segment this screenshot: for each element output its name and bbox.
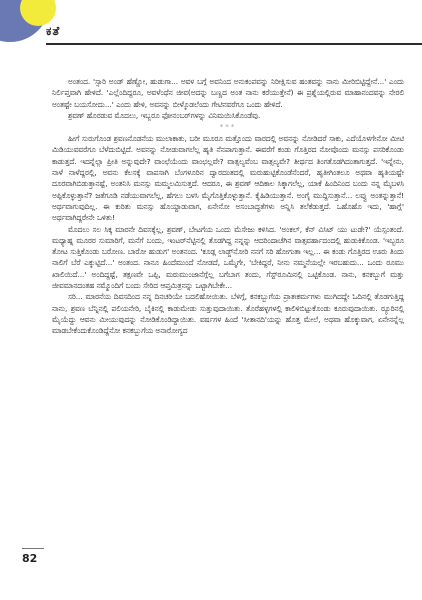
article-body <box>52 76 404 337</box>
header-rule <box>46 43 422 45</box>
paragraph: ಶ್ರವಣ್ ಹೊರಡುವ ಮೊದಲು, ಇಬ್ಬರೂ ಫೋನಂಬರ್‌ಗಳನ್ನು ವಿನಿಮಯಿಸಿಕೊಂಡೆವು. <box>68 110 261 120</box>
page-number: 82 <box>22 552 38 565</box>
paragraph: ಹೀಗೆ ಸುರುಗೊಂಡ ಶ್ರವಣನೊಡನೆಯ ಮುಲಾಕಾತು, ಬರೀ ಮೂರೂ ಮತ್ತೊಂದು ವಾರದಲ್ಲಿ ಅವನನ್ನು ನೋಡಿದರೆ ಸಾಕು, ಎದೆಯೊಳಗೇನೋ ಮೀಟಿ ಮಿಡಿಯುವವರೆಗೂ ಬೆಳೆದುಬಿಟ್ಟಿದೆ. ಅವನನ್ನು ನೋಡುವಾಗಲೆಲ್ಲ ಹೃತಿ ನೆನಪಾಗುತ್ತಾನೆ. ಈವರೆಗೆ ಕಂಡು ಗೊತ್ತಿರದ ನೋವೊಂದು ಮನಸ್ಸು ಪಸರಿಕೊಂಡು ಕಾಡುತ್ತದೆ. ಇದನ್ನೆಲ್ಲಾ ಪ್ರೀತಿ ಅನ್ನುವುದೇ? ವಾಂಛೆಯೆಂದು ವಾಂಛಲ್ಲವೇ? ವಾತ್ಸಲ್ಯವೆಂಬ ವಾತ್ಸಲ್ಯವೇ? ತೀರ್ಥದ ತಿಂಗತೊಡಗಿದಂತಾಗುತ್ತದೆ. 'ಇನ್ನೇನು, ನಾಳೆ ನಾಳೆದ್ದರಲ್ಲಿ, ಅವನು ಕೆಲಸಕ್ಕೆ ವಾಪಸಾಗಿ ಬೆಂಗಳೂರಿನ ದ್ವಾರದಂತದಲ್ಲಿ ಮರುಹುಟ್ಟಿಕೊಂಡೆನೆಂದರೆ, ಹೃತೀಗಿಂತಲೂ ಅಥವಾ ಹೃತಿಯಷ್ಟೇ ದೂರವಾಗಿಬಿಡುತ್ತಾನಷ್ಟೆ, ಅಂತನಿಸಿ ಮನಸ್ಸು ಮಮ್ಮಲಮಿಸುತ್ತದೆ. ಆದರೂ, ಈ ಶ್ರವಣ್ ಆದಿಕಾಲ ಸಿಕ್ಕಾಗಲೆಲ್ಲ, ಯಾಕೆ ಹಿಂದಿನಿಂದ ಬಂದು ನನ್ನ ಮೈಬಳಸಿ ಅಪ್ಪಿಕೊಳ್ಳುತ್ತಾನೆ? ಜತೆಗೂಡಿ ನಡೆಯುವಾಗಲೆಲ್ಲ, ಹೆಗಲು ಬಳಸಿ ಮೈಗೊತ್ತಿಕೊಳ್ಳುತ್ತಾನೆ. ಕೈಹಿಡಿಯುತ್ತಾನೆ. ಅಂಗೈ ಮುದ್ದಿಸುತ್ತಾನೆ... ಲವ್ವು ಅಂತನ್ನುತ್ತಾನೆ! ಅರ್ಥವಾಗುವುದಿಲ್ಲ. ಈ ಕುರಿತು ಮನಸ್ಸು ಹೊಯ್ದಾಡುವಾಗ, ಏನೇನೋ ಅಸಂಬಾದ್ಧತೆಗಳು ಅನ್ನಿಸಿ ತಲೆಕೆಡುತ್ತದೆ. ಒಹೊಹೊ ಇದು, 'ಹಾಗ್ಲೆ' ಅರ್ಥವಾಗಿದ್ದರೇನೇ ಒಳಿತು! <box>52 134 404 223</box>
footer-rule <box>22 548 44 549</box>
paragraph: ಅಂತಂದ. 'ಸ್ಸಾರಿ ಅಂಡ್ ಹೆಣ್ಣೋ, ಹುಡುಗಾ... ಅವಳ ಬಗ್ಗೆ ಅವನಿಂದ ಅನುಕಂಪವನ್ನು ನಿರೀಕ್ಷಿಸುವ ಹಂತವನ್ನು ನಾನು ಮೀರಿಬಿಟ್ಟಿದ್ದೇನೆ...' ಎಂದು ನಿರ್ಲಿಪ್ತವಾಗಿ ಹೇಳಿದೆ. 'ಎಲ್ಲೆಂದಿದ್ದರೂ, ಅವಳೆಂಥೆನ ಜೀವ(ಅದನ್ನು ಬಣ್ಣದ ಅಂತ ನಾನು ಕರೆಯುತ್ತೇನೆ) ಈ ಪ್ರಶ್ನೆಯಲ್ಲಿರುವ ಮಾಹಾನಂದವನ್ನು ನೇರಲಿ ಅಂತಷ್ಟೇ ಬಯಸೋದು...' ಎಂದು ಹೇಳಿ, ಅವನನ್ನು ಬೀಳ್ಕೊಡಲೆಂದು ಗೇಟಿನವರೆಗೂ ಒಂದು ಹೇಳಿದೆ. <box>52 77 404 109</box>
section-separator: *** <box>219 123 237 132</box>
paragraph: ಮೊದಲು ಸಲ ಸಿಕ್ಕ ಮಾರನೇ ದಿವಸಕ್ಕೆಲ್ಲ, ಶ್ರವಣ್, ಬೇಟಗೆಯ ಒಂದು ಮೆಸೇಜು ಕಳಿಸಿದ. 'ಅಂಕಲ್, ಕೆನ್ ವಿಸಿಟ್ ಯು ಟುಡೇ?' ಯೆಸ್ಸಂತಂದೆ. ಮಧ್ಯಾಹ್ನ ಮೂರರ ಸುಮಾರಿಗೆ, ಮನೆಗೆ ಬಂದು, ಇಂಟರ್‌ನೆಟ್ಟಿನಲ್ಲಿ ತೊಡಗಿದ್ದ ನನ್ನನ್ನು ಆದರಿಂದಾಚೆಗಿನ ವಾತ್ಸವರ್ಹಾದಂದಲ್ಲಿ ಹುಡುಕಿಕೊಂಡ. 'ಇಬ್ಬರೂ ತೋಟ ಸುತ್ತಿಕೊಂಡು ಬರೋಣ. ಬಾರೋ ಹುಡುಗ' ಅಂತನಂದ. 'ಕೂಡ್ಲ ಲಾಡ್ಜ್‌ನೋರಿ ನನಗೆ ಸರಿ ಹೋಗುತಾ ಇಲ್ಲ... ಈ ಕಂಡು ಗೊತ್ತಿರದ ಊರು ತಿಂದು ನಾಲಿಗೆ ಬೆರೆ ಎಕ್ಕುಟ್ಟಿದೆ...' ಅಂತಂದ. ನಾನೂ ಹಿಂದೆಮುಂದೆ ನೋಡದೆ, ಒಮ್ಮೆಗೇ, 'ಬೇಕಿದ್ದರೆ, ನೀನು ನಮ್ಮನೆಯಲ್ಲೇ ಇರಬಹುದು... ಒಂದು ರೂಮು ಖಾಲಿಯಿದೆ...' ಅಂದಿದ್ದಷ್ಟೆ, ತಕ್ಷಣವೇ ಒಪ್ಪಿ, ಮರುಮುಂಜಾನೆಗ್ಗೆಲ್ಲ ಬಗೆಬಾಗ ತಂದು, ಗೆಸ್ಟ್‌ರೂಮಿನಲ್ಲಿ ಒಟ್ಟಿಕೊಂಡ. ನಾನು, ಕನಕಬ್ಬುಗೆ ಮತ್ತು ಜೀವಮಾನದಂತಹ ನಮ್ಮೊಂದಿಗೆ ಬಂದು ಸೇರಿದ ಆಪ್ತಮಿತ್ರನನ್ನು ಒಟ್ಟಾಗಿಬೇಕೇ... <box>52 224 404 291</box>
section-title: ಕತೆ <box>46 24 61 38</box>
paragraph: ಸರಿ... ಮಾರನೆಯ ದಿವಸದಿಂದ ನನ್ನ ದಿನಚರಿಯೇ ಬದಲಿಹೋಯಿತು. ಬೆಳಿಗ್ಗೆ, ಕನಕಬ್ಬುಗೆಯ ಪ್ರಾತಃಕರ್ಮಗಳು ಮುಗಿದದ್ದೇ ಓದಿನಲ್ಲಿ ತೊಡಗುತ್ತಿದ್ದ ನಾನು, ಶ್ರವಣ ಬೆನ್ನಿನಲ್ಲಿ ಪಲಿಯನೇರಿ, ಬೈಕಿನಲ್ಲಿ ಕಾಡುಮೇಡು ಸುತ್ತುವುದಾಯಿತು. ತೊರೆಹಳ್ಳಗಳಲ್ಲಿ ಕಾಲಿಳಿಬಿಟ್ಟುಕೊಂಡು ಕೂರುವುದಾಯಿತು. ರ್‍ಯೂರಿನಲ್ಲಿ ಮೈಯೆದ್ದು ಆವನು ಮೀಯುವುದನ್ನು ನೋಡಿಕೊಂಡಿದ್ದಾಯಿತು. ವರ್ಷಗಳ ಹಿಂದೆ 'ಸೀತಾನದಿ'ಯನ್ನು ಹೊತ್ತ ಮೇಲೆ, ಅಥವಾ ಹೊಕ್ಕುವಾಗ, ಏನೇನನ್ನೆಲ್ಲ ಮಾಡಬೇಕೆಂದುಕೊಂಡಿದ್ದೆನೋ ಕನಕಬ್ಬುಗೆಯ ಅನಾರೋಗ್ಯದ <box>52 292 404 336</box>
